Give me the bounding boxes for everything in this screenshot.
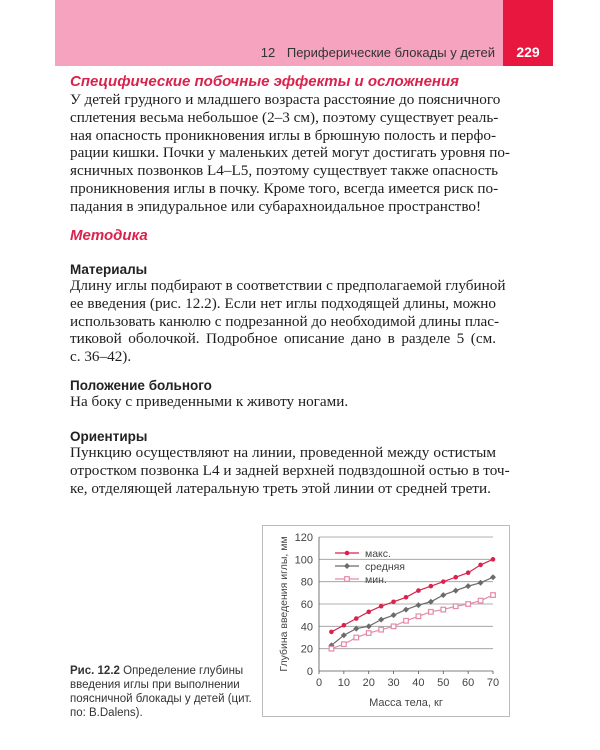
data-point [453,588,459,594]
y-tick-label: 120 [294,532,313,544]
data-point [391,599,396,604]
data-point [379,604,384,609]
text-line: проникновения иглы в почку. Кроме того, всегда имеется риск по- [70,179,499,197]
data-point [342,623,347,628]
legend-label: мин. [365,574,387,586]
legend-label: макс. [365,548,391,560]
data-point [403,607,409,613]
y-tick-label: 100 [294,554,313,567]
data-point [491,557,496,562]
text-line: ке, отделяющей латеральную треть этой линии от средней трети. [70,479,491,497]
figure-caption [70,664,260,720]
x-tick-label: 60 [462,677,475,689]
figure-caption-text: Определение глубины введения иглы при выполнении поясничной блокады у детей (цит. по: B.Dalens). [70,665,252,719]
data-point [391,624,396,629]
data-point [466,570,471,575]
data-point [391,612,397,618]
x-tick-label: 30 [387,677,400,689]
legend-marker [345,577,350,582]
data-point [429,610,434,615]
data-point [378,617,384,623]
paragraph-landmarks [70,444,510,497]
text-line: сплетения весьма небольшое (2–3 см), поэтому существует реаль- [70,108,499,126]
text-line: ная опасность проникновения иглы в брюшную полость и перфо- [70,126,496,144]
y-tick-label: 20 [300,643,313,656]
paragraph-position [70,393,496,411]
data-point [329,630,334,635]
data-point [366,610,371,615]
data-point [404,595,409,600]
chart-frame [262,525,510,717]
data-point [441,579,446,584]
data-point [440,592,446,598]
data-point [354,635,359,640]
data-point [366,631,371,636]
y-tick-label: 0 [306,666,313,678]
data-point [466,602,471,607]
legend-marker [344,563,350,569]
x-tick-label: 50 [437,677,450,689]
series-line-0 [331,559,493,632]
data-point [478,580,484,586]
y-axis-label: Глубина введения иглы, мм [278,536,290,672]
paragraph-complications [70,91,510,216]
chapter-title: Периферические блокады у детей [286,45,495,60]
y-tick-label: 40 [300,621,313,634]
section-heading-complications: Специфические побочные эффекты и осложнения [70,73,459,90]
chapter-number: 12 [260,45,276,60]
data-point [379,627,384,632]
running-header [253,45,495,60]
legend-label: средняя [365,561,405,573]
x-tick-label: 0 [315,677,323,689]
text-line: ее введения (рис. 12.2). Если нет иглы подходящей длины, можно [70,294,496,312]
text-line: На боку с приведенными к животу ногами. [70,393,349,410]
data-point [366,623,372,629]
text-line: с. 36–42). [70,348,132,366]
y-tick-label: 80 [300,576,313,589]
x-tick-label: 20 [362,677,375,689]
text-line: Длину иглы подбирают в соответствии с предполагаемой глубиной [70,277,506,294]
data-point [453,604,458,609]
page-number: 229 [516,44,540,60]
x-tick-label: 40 [412,677,425,689]
text-line: У детей грудного и младшего возраста расстояние до поясничного [70,91,501,108]
data-point [404,618,409,623]
data-point [441,607,446,612]
section-heading-technique: Методика [70,227,148,244]
legend-marker [345,551,350,556]
data-point [491,593,496,598]
data-point [342,642,347,647]
subheading-position: Положение больного [70,378,212,393]
text-line: падания в эпидуральное или субарахноидальное пространство! [70,197,482,215]
data-point [478,563,483,568]
needle-depth-chart [263,526,509,716]
text-line: ясничных позвонков L4–L5, поэтому существует также опасность [70,162,499,180]
x-axis-label: Масса тела, кг [369,697,443,709]
text-line: рации кишки. Почки у маленьких детей могут достигать уровня по- [70,144,510,162]
figure-label: Рис. 12.2 [70,665,120,677]
text-line: использовать канюлю с подрезанной до необходимой длины плас- [70,312,500,330]
paragraph-materials [70,277,506,366]
data-point [478,598,483,603]
x-tick-label: 70 [486,677,500,689]
subheading-landmarks: Ориентиры [70,429,148,444]
y-tick-label: 60 [300,599,313,611]
text-line: отростком позвонка L4 и задней верхней подвздошной остью в точ- [70,461,510,479]
data-point [416,614,421,619]
subheading-materials: Материалы [70,262,148,277]
data-point [354,616,359,621]
data-point [416,588,421,593]
data-point [490,574,496,580]
data-point [429,584,434,589]
text-line: Пункцию осуществляют на линии, проведенной между остистым [70,444,496,461]
text-line: тиковой оболочкой. Подробное описание дано в разделе 5 (см. [70,330,496,348]
data-point [415,602,421,608]
x-tick-label: 10 [337,677,350,689]
data-point [465,583,471,589]
data-point [453,575,458,580]
data-point [329,646,334,651]
